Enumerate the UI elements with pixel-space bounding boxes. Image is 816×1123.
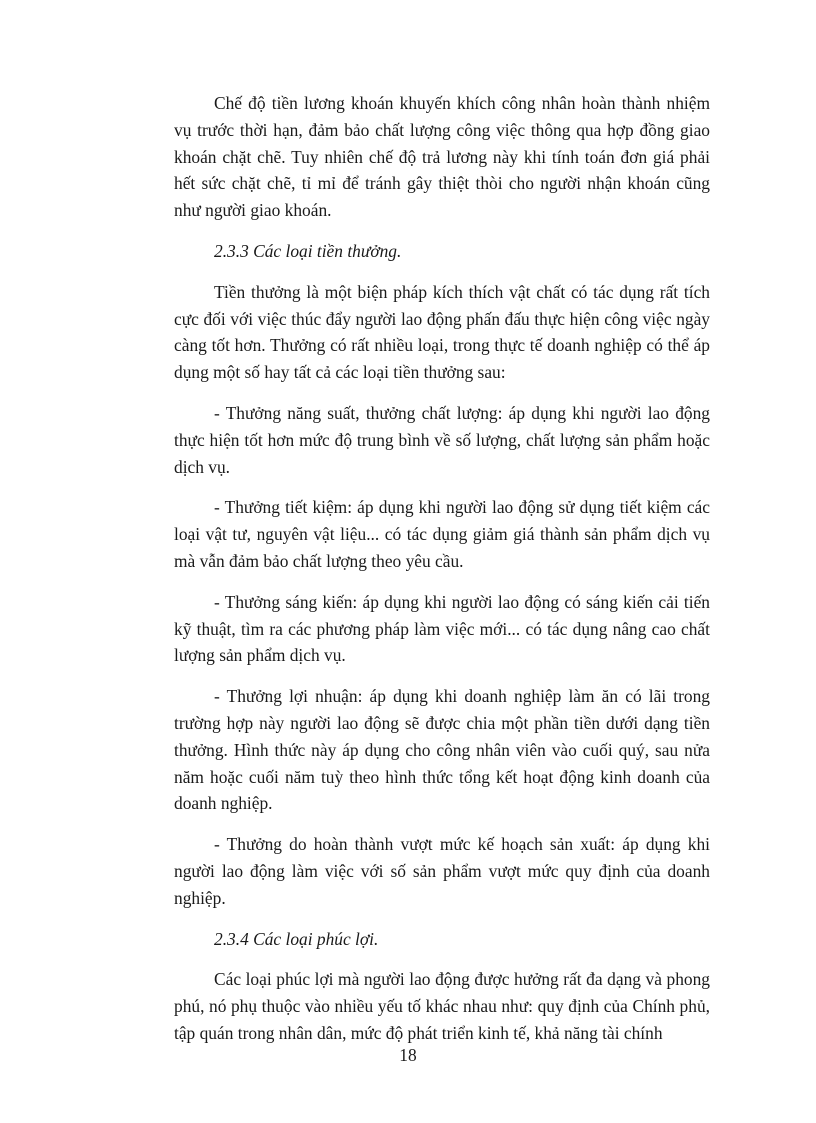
paragraph-welfare-intro: Các loại phúc lợi mà người lao động được hưởng rất đa dạng và phong phú, nó phụ thuộc vào nhiều yếu tố khác nhau như: quy định của Chính phủ, tập quán trong nhân dân, mức độ phát triển kinh tế, khả năng tài chính: [174, 969, 710, 1043]
section-heading-2-3-3: 2.3.3 Các loại tiền thưởng.: [214, 240, 402, 261]
paragraph-saving-bonus: - Thưởng tiết kiệm: áp dụng khi người lao động sử dụng tiết kiệm các loại vật tư, nguyên vật liệu... có tác dụng giảm giá thành sản phẩm dịch vụ mà vẫn đảm bảo chất lượng theo yêu cầu.: [174, 497, 710, 571]
paragraph-bonus-intro: Tiền thưởng là một biện pháp kích thích vật chất có tác dụng rất tích cực đối với việc thúc đẩy người lao động phấn đấu thực hiện công việc ngày càng tốt hơn. Thưởng có rất nhiều loại, trong thực tế doanh nghiệp có thể áp dụng một số hay tất cả các loại tiền thưởng sau:: [174, 281, 710, 383]
document-body: [174, 90, 710, 1047]
paragraph-piecework-wage: Chế độ tiền lương khoán khuyến khích công nhân hoàn thành nhiệm vụ trước thời hạn, đảm bảo chất lượng công việc thông qua hợp đồng giao khoán chặt chẽ. Tuy nhiên chế độ trả lương này khi tính toán đơn giá phải hết sức chặt chẽ, tỉ mỉ để tránh gây thiệt thòi cho người nhận khoán cũng như người giao khoán.: [174, 93, 710, 221]
paragraph-initiative-bonus: - Thưởng sáng kiến: áp dụng khi người lao động có sáng kiến cải tiến kỹ thuật, tìm ra các phương pháp làm việc mới... có tác dụng nâng cao chất lượng sản phẩm dịch vụ.: [174, 591, 710, 666]
page-number: 18: [399, 1045, 417, 1065]
paragraph-plan-exceeding-bonus: - Thưởng do hoàn thành vượt mức kế hoạch sản xuất: áp dụng khi người lao động làm việc với số sản phẩm vượt mức quy định của doanh nghiệp.: [174, 834, 710, 908]
paragraph-profit-bonus: - Thưởng lợi nhuận: áp dụng khi doanh nghiệp làm ăn có lãi trong trường hợp này người lao động sẽ được chia một phần tiền dưới dạng tiền thưởng. Hình thức này áp dụng cho công nhân viên vào cuối quý, sau nửa năm hoặc cuối năm tuỳ theo hình thức tổng kết hoạt động kinh doanh của doanh nghiệp.: [174, 686, 710, 814]
section-heading-2-3-4: 2.3.4 Các loại phúc lợi.: [214, 928, 379, 949]
paragraph-productivity-bonus: - Thưởng năng suất, thưởng chất lượng: áp dụng khi người lao động thực hiện tốt hơn mức độ trung bình về số lượng, chất lượng sản phẩm hoặc dịch vụ.: [174, 402, 710, 477]
